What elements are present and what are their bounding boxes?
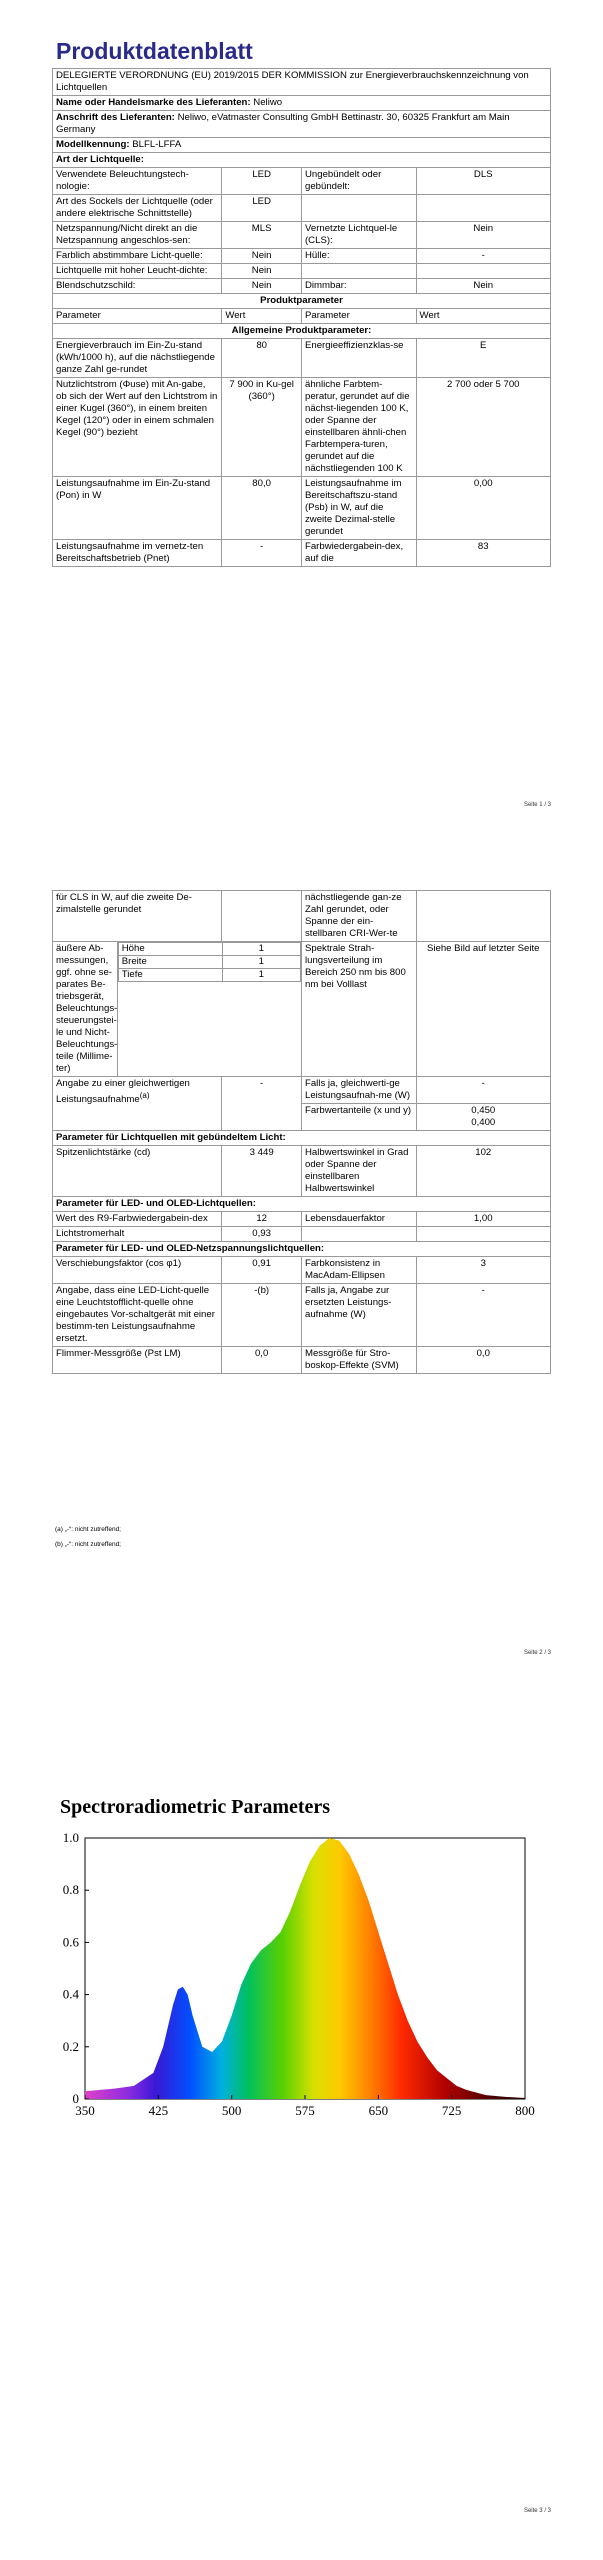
y-tick-label: 0.4 — [62, 1986, 79, 2002]
param-label: Halbwertswinkel in Grad oder Spanne der einstellbaren Halbwertswinkel — [301, 1146, 416, 1197]
param-label — [301, 264, 416, 279]
table-row — [53, 891, 551, 942]
column-header: Parameter — [301, 309, 416, 324]
y-tick-label: 0 — [72, 2091, 79, 2106]
table-row — [53, 279, 551, 294]
param-label: Blendschutzschild: — [53, 279, 222, 294]
y-tick-label: 0.8 — [62, 1882, 79, 1898]
param-label: Farbwiedergabein-dex, auf die — [301, 540, 416, 567]
product-params-heading: Produktparameter — [53, 294, 551, 309]
param-value: 0,91 — [222, 1257, 302, 1284]
dls-params-heading: Parameter für Lichtquellen mit gebündeltem Licht: — [53, 1131, 551, 1146]
param-label: Netzspannung/Nicht direkt an die Netzspannung angeschlos-sen: — [53, 222, 222, 249]
param-value: LED — [222, 168, 302, 195]
param-value: 102 — [416, 1146, 550, 1197]
regulation-text: DELEGIERTE VERORDNUNG (EU) 2019/2015 DER KOMMISSION zur Energieverbrauchskennzeichnung von Lichtquellen — [53, 69, 551, 96]
table-row — [53, 264, 551, 279]
param-label: Verwendete Beleuchtungstech-nologie: — [53, 168, 222, 195]
param-value: 0,0 — [222, 1347, 302, 1374]
param-label: Spitzenlichtstärke (cd) — [53, 1146, 222, 1197]
dimension-value: 1 — [222, 956, 300, 969]
table-row — [53, 1284, 551, 1347]
param-value: - — [416, 1077, 550, 1104]
param-value: -(b) — [222, 1284, 302, 1347]
param-label: Leistungsaufnahme im Ein-Zu-stand (Pon) in W — [53, 477, 222, 540]
x-tick-label: 350 — [75, 2103, 95, 2118]
param-value: 7 900 in Ku-gel (360°) — [222, 378, 302, 477]
param-label: Nutzlichtstrom (Φuse) mit An-gabe, ob sich der Wert auf den Lichtstrom in einer Kugel (360°), in einem breiten Kegel (120°) oder in einem schmalen Kegel (90°) bezieht — [53, 378, 222, 477]
param-label — [301, 195, 416, 222]
page-number: Seite 1 / 3 — [523, 802, 551, 808]
param-value — [416, 264, 550, 279]
param-label: Verschiebungsfaktor (cos φ1) — [53, 1257, 222, 1284]
table-row — [53, 1146, 551, 1197]
x-tick-label: 650 — [368, 2103, 389, 2118]
model-id: BLFL-LFFA — [132, 139, 182, 150]
param-value: 12 — [222, 1212, 302, 1227]
param-label: Leistungsaufnahme im vernetz-ten Bereitschaftsbetrieb (Pnet) — [53, 540, 222, 567]
param-value: Nein — [416, 279, 550, 294]
table-row — [53, 222, 551, 249]
light-source-type-heading: Art der Lichtquelle: — [53, 153, 551, 168]
param-value: 0,00 — [416, 477, 550, 540]
table-header-row — [53, 309, 551, 324]
dimension-key: Tiefe — [118, 969, 222, 982]
model-row — [53, 138, 551, 153]
param-value: 83 — [416, 540, 550, 567]
param-value: 80 — [222, 339, 302, 378]
param-label: Art des Sockels der Lichtquelle (oder andere elektrische Schnittstelle) — [53, 195, 222, 222]
param-label: Messgröße für Stro-boskop-Effekte (SVM) — [301, 1347, 416, 1374]
param-value: Nein — [222, 249, 302, 264]
param-label: Spektrale Strah-lungsverteilung im Bereich 250 nm bis 800 nm bei Volllast — [301, 942, 416, 1077]
param-label: Farbwertanteile (x und y) — [301, 1104, 416, 1131]
supplier-name-label: Name oder Handelsmarke des Lieferanten: — [56, 97, 251, 108]
led-params-heading: Parameter für LED- und OLED-Lichtquellen: — [53, 1197, 551, 1212]
supplier-address-row — [53, 111, 551, 138]
table-row — [53, 1077, 551, 1104]
x-tick-label: 800 — [515, 2103, 535, 2118]
column-header: Parameter — [53, 309, 222, 324]
column-header: Wert — [222, 309, 302, 324]
param-value: LED — [222, 195, 302, 222]
param-value: Siehe Bild auf letzter Seite — [416, 942, 550, 1077]
chart-title: Spectroradiometric Parameters — [60, 1796, 331, 1818]
param-value: DLS — [416, 168, 550, 195]
table-row — [53, 942, 551, 1077]
dimensions-table — [118, 942, 301, 982]
param-label: Farbkonsistenz in MacAdam-Ellipsen — [301, 1257, 416, 1284]
param-label: Wert des R9-Farbwiedergabein-dex — [53, 1212, 222, 1227]
footnote-a: (a) „-“: nicht zutreffend; — [55, 1526, 121, 1533]
page-number: Seite 3 / 3 — [523, 2508, 551, 2514]
param-label: Falls ja, Angabe zur ersetzten Leistungs-aufnahme (W) — [301, 1284, 416, 1347]
param-value: - — [222, 1077, 302, 1131]
supplier-name-row — [53, 96, 551, 111]
param-label: Angabe, dass eine LED-Licht-quelle eine Leuchtstofflicht-quelle ohne eingebautes Vor-schaltgerät mit einer bestimm-ten Leistungsaufnahme ersetzt. — [53, 1284, 222, 1347]
param-label: Lebensdauerfaktor — [301, 1212, 416, 1227]
table-row — [53, 477, 551, 540]
param-label: Farblich abstimmbare Licht-quelle: — [53, 249, 222, 264]
y-tick-label: 1.0 — [62, 1830, 79, 1845]
param-value: 0,450 0,400 — [416, 1104, 550, 1131]
table-row — [53, 195, 551, 222]
dimensions-label: äußere Ab-messungen, ggf. ohne se-parates Be-triebsgerät, Beleuchtungs-steuerungstei-le und Nicht-Beleuchtungs-teile (Millime-ter) — [53, 942, 118, 1077]
param-value: 0,93 — [222, 1227, 302, 1242]
dimension-value: 1 — [222, 969, 300, 982]
x-tick-label: 500 — [221, 2103, 242, 2118]
param-label: Vernetzte Lichtquel-le (CLS): — [301, 222, 416, 249]
param-label: für CLS in W, auf die zweite De-zimalstelle gerundet — [53, 891, 222, 942]
param-value: - — [416, 1284, 550, 1347]
param-label: Angabe zu einer gleichwertigen Leistungsaufnahme$^{(a)}$ — [53, 1077, 222, 1131]
param-label: Leistungsaufnahme im Bereitschaftszu-stand (Psb) in W, auf die zweite Dezimal-stelle gerundet — [301, 477, 416, 540]
datasheet-table-page-1 — [52, 68, 551, 567]
x-tick-label: 725 — [441, 2103, 462, 2118]
param-value — [416, 195, 550, 222]
param-label: Energieverbrauch im Ein-Zu-stand (kWh/1000 h), auf die nächstliegende ganze Zahl ge-rundet — [53, 339, 222, 378]
param-value: E — [416, 339, 550, 378]
page-number: Seite 2 / 3 — [523, 1650, 551, 1656]
param-value: Nein — [222, 279, 302, 294]
param-value: 3 449 — [222, 1146, 302, 1197]
dimension-value: 1 — [222, 943, 300, 956]
footnote-b: (b) „-“: nicht zutreffend; — [55, 1541, 121, 1548]
column-header: Wert — [416, 309, 550, 324]
table-row — [53, 1212, 551, 1227]
param-value: 2 700 oder 5 700 — [416, 378, 550, 477]
plot-frame — [85, 1838, 525, 2099]
table-row — [53, 1347, 551, 1374]
param-value: - — [222, 540, 302, 567]
param-label: Dimmbar: — [301, 279, 416, 294]
supplier-name: Neliwo — [253, 97, 283, 108]
table-row — [53, 1227, 551, 1242]
param-label: Energieeffizienzklas-se — [301, 339, 416, 378]
param-label: Hülle: — [301, 249, 416, 264]
param-value: - — [416, 249, 550, 264]
param-value: Nein — [416, 222, 550, 249]
param-value: MLS — [222, 222, 302, 249]
param-label: Lichtstromerhalt — [53, 1227, 222, 1242]
datasheet-table-page-2 — [52, 890, 551, 1374]
param-value: 80,0 — [222, 477, 302, 540]
table-row — [53, 378, 551, 477]
param-label: Ungebündelt oder gebündelt: — [301, 168, 416, 195]
table-row — [53, 339, 551, 378]
table-row — [53, 249, 551, 264]
x-tick-label: 425 — [148, 2103, 169, 2118]
mls-params-heading: Parameter für LED- und OLED-Netzspannungslichtquellen: — [53, 1242, 551, 1257]
table-row — [53, 540, 551, 567]
param-label: Flimmer-Messgröße (Pst LM) — [53, 1347, 222, 1374]
dimension-key: Breite — [118, 956, 222, 969]
general-params-heading: Allgemeine Produktparameter: — [53, 324, 551, 339]
param-label: Lichtquelle mit hoher Leucht-dichte: — [53, 264, 222, 279]
x-tick-label: 575 — [295, 2103, 315, 2118]
table-row — [53, 168, 551, 195]
table-row — [53, 1257, 551, 1284]
y-tick-label: 0.6 — [62, 1934, 79, 1950]
dimension-key: Höhe — [118, 943, 222, 956]
title: Produktdatenblatt — [56, 38, 253, 64]
param-value: 3 — [416, 1257, 550, 1284]
model-label: Modellkennung: — [56, 139, 130, 150]
supplier-address: Neliwo, eVatmaster Consulting GmbH Bettinastr. 30, 60325 Frankfurt am Main Germany — [56, 112, 510, 135]
param-value: Nein — [222, 264, 302, 279]
spectrum-area — [85, 1838, 525, 2099]
param-label: nächstliegende gan-ze Zahl gerundet, oder Spanne der ein-stellbaren CRI-Wer-te — [301, 891, 416, 942]
param-value: 0,0 — [416, 1347, 550, 1374]
param-label: Falls ja, gleichwerti-ge Leistungsaufnah-me (W) — [301, 1077, 416, 1104]
param-label: ähnliche Farbtem-peratur, gerundet auf die nächst-liegenden 100 K, oder Spanne der einstellbaren ähnli-chen Farbtempera-turen, gerundet auf die nächstliegenden 100 K — [301, 378, 416, 477]
y-tick-label: 0.2 — [62, 2038, 79, 2054]
param-value: 1,00 — [416, 1212, 550, 1227]
supplier-address-label: Anschrift des Lieferanten: — [56, 112, 175, 123]
